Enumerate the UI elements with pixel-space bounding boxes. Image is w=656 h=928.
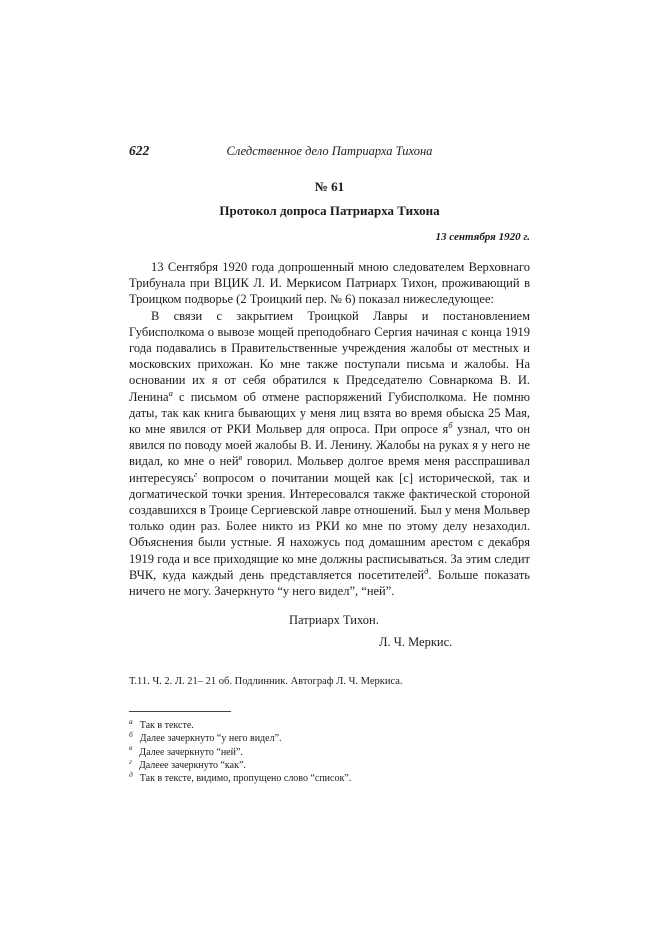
- footnote: [129, 756, 530, 772]
- page-header: [129, 143, 530, 159]
- footnote-marker: г: [129, 756, 132, 766]
- signature-tikhon: Патриарх Тихон.: [289, 613, 379, 628]
- footnote-marker: д: [424, 565, 429, 576]
- paragraph: В связи с закрытием Троицкой Лавры и постановлением Губисполкома о вывозе мощей преподобнаго Сергия начиная с конца 1919 года подавались в Правительственные учреждения жалобы от местных и московских прихожан. Ко мне также поступали письма и жалобы. На основании их я от себя обратился к Председателю Совнаркома В. И. Ленина$^а$ с письмом об отмене распоряжений Губисполкома. Не помню даты, так как книга бывающих у меня лиц взята во время обыска 25 Мая, ко мне явился от РКИ Мольвер для опроса. При опросе я$^б$ узнал, что он явился по поводу моей жалобы В. И. Ленину. Жалобы на руках я у него не видал, ко мне о ней$^в$ говорил. Мольвер долгое время меня расспрашивал интересуясь$^г$ вопросом о почитании мощей как [с] исторической, так и догматической точки зрения. Интересовался также фактической стороной создавшихся в Троице Сергиевской лавре отношений. Был у меня Мольвер только один раз. Более никто из РКИ ко мне по этому делу незаходил. Объяснения были устные. Я нахожусь под домашним арестом с декабря 1919 года и все приходящие ко мне должны расписываться. За этим следит ВЧК, куда каждый день представляется посетителей$^д$. Больше показать ничего не могу. Зачеркнуто “у него видел”, “ней”.: [129, 308, 531, 599]
- footnote-marker: а: [129, 716, 133, 726]
- archival-reference: Т.11. Ч. 2. Л. 21– 21 об. Подлинник. Автограф Л. Ч. Меркиса.: [129, 676, 403, 688]
- footnote-marker: в: [129, 743, 133, 753]
- footnote-marker: б: [448, 419, 453, 430]
- footnote-marker: в: [238, 452, 243, 463]
- footnote-text: Далеее зачеркнуто “как”.: [138, 759, 246, 771]
- footnote: [129, 769, 530, 785]
- signature-merkis: Л. Ч. Меркис.: [379, 635, 453, 650]
- footnote-text: Так в тексте, видимо, пропущено слово “список”.: [139, 773, 352, 785]
- document-date: 13 сентября 1920 г.: [435, 231, 530, 243]
- footnote-marker: б: [129, 730, 133, 740]
- document-title: Протокол допроса Патриарха Тихона: [219, 203, 440, 218]
- running-title: Следственное дело Патриарха Тихона: [226, 144, 433, 158]
- paragraph: 13 Сентября 1920 года допрошенный мною следователем Верховнаго Трибунала при ВЦИК Л. И. Меркисом Патриарх Тихон, проживающий в Троицком подворье (2 Троицкий пер. № 6) показал нижеследующее:: [129, 260, 530, 307]
- footnote: [129, 716, 530, 732]
- footnote-marker: г: [193, 468, 198, 479]
- document-number: № 61: [314, 179, 345, 194]
- footnote: [129, 743, 530, 759]
- footnotes-list: [129, 716, 530, 785]
- page-content: [129, 143, 530, 785]
- document-body: [129, 259, 530, 599]
- footnote-marker: а: [168, 387, 173, 398]
- footnote-marker: д: [129, 769, 133, 779]
- footnote-text: Далее зачеркнуто “у него видел”.: [139, 733, 282, 745]
- footnote-text: Так в тексте.: [139, 720, 194, 732]
- page-number: 622: [129, 143, 150, 158]
- footnote-rule: [129, 711, 231, 712]
- footnote-text: Далее зачеркнуто “ней”.: [139, 746, 243, 758]
- footnote: [129, 732, 530, 745]
